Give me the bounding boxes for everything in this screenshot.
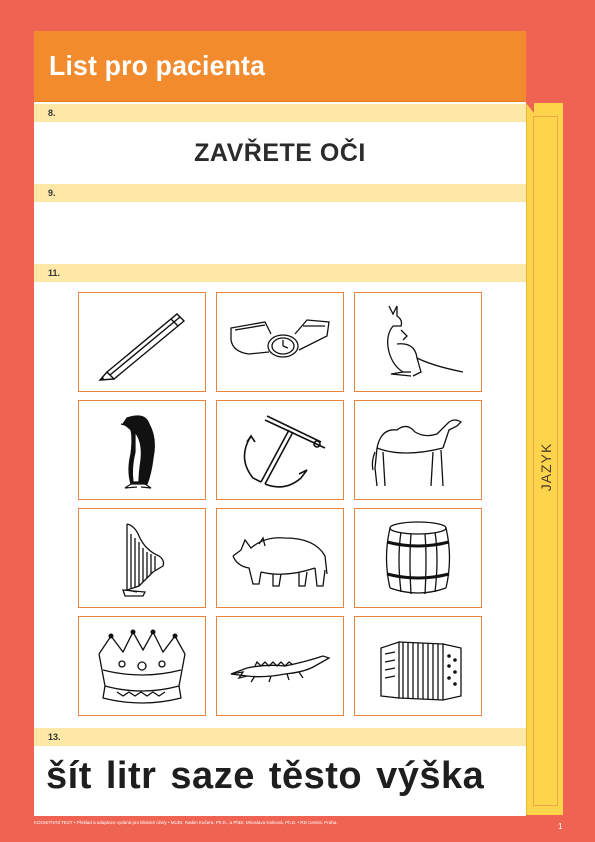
section-8 — [34, 122, 526, 184]
penguin-icon — [87, 408, 197, 492]
section-8-number: 8. — [34, 104, 526, 122]
accordion-icon — [363, 624, 473, 708]
page-title: List pro pacienta — [49, 50, 266, 81]
pencil-icon — [87, 300, 197, 384]
patient-sheet — [34, 31, 526, 816]
word: litr — [105, 754, 157, 797]
word: výška — [376, 754, 485, 797]
camel-icon — [363, 408, 473, 492]
picture-cell — [78, 292, 206, 392]
instruction-text: ZAVŘETE OČI — [194, 138, 366, 167]
anchor-icon — [225, 408, 335, 492]
picture-cell — [216, 616, 344, 716]
word-list — [46, 755, 484, 798]
section-9 — [34, 202, 526, 264]
header-bar — [34, 31, 526, 102]
harp-icon — [87, 516, 197, 600]
word: šít — [46, 754, 92, 797]
picture-cell — [354, 616, 482, 716]
picture-cell — [354, 508, 482, 608]
section-9-number: 9. — [34, 184, 526, 202]
picture-cell — [216, 508, 344, 608]
picture-cell — [78, 508, 206, 608]
rhinoceros-icon — [225, 516, 335, 600]
crocodile-icon — [225, 624, 335, 708]
picture-grid — [34, 282, 526, 728]
crown-icon — [87, 624, 197, 708]
picture-cell — [354, 292, 482, 392]
section-11-number: 11. — [34, 264, 526, 282]
section-13-number: 13. — [34, 728, 526, 746]
side-tab-frame — [533, 116, 558, 806]
word: těsto — [268, 754, 363, 797]
picture-cell — [216, 400, 344, 500]
picture-cell — [354, 400, 482, 500]
footer-text: KOGNITIVNÍ TEST • Překlad a adaptace vydaná pro klinické účely • MUDr. Radim Kučera, Ph.D., a PhDr. Miroslava Kalnová, Ph.D. • RD Centra, Praha. — [34, 820, 338, 825]
section-13 — [34, 746, 526, 806]
word: saze — [170, 754, 255, 797]
kangaroo-icon — [363, 300, 473, 384]
side-tab-label: JAZYK — [537, 442, 554, 492]
picture-cell — [78, 616, 206, 716]
picture-cell — [78, 400, 206, 500]
picture-cell — [216, 292, 344, 392]
barrel-icon — [363, 516, 473, 600]
side-tab — [526, 103, 563, 815]
wristwatch-icon — [225, 300, 335, 384]
page-number: 1 — [558, 822, 563, 831]
